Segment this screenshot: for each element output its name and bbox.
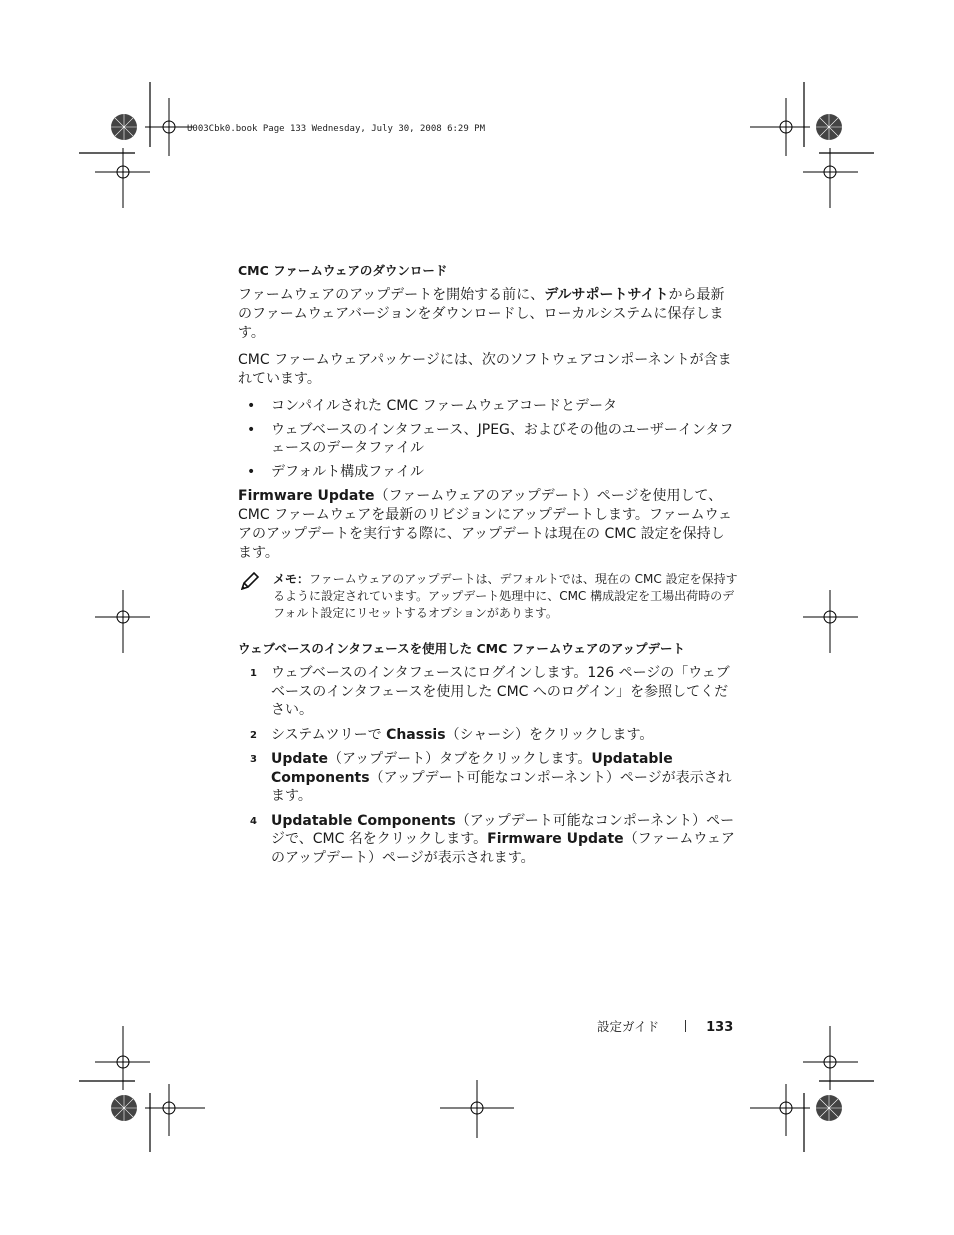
firmware-update-paragraph bbox=[238, 487, 738, 563]
intro-text-1: ファームウェアのアップデートを開始する前に、 bbox=[238, 287, 545, 303]
step-item bbox=[238, 726, 738, 745]
ui-term-chassis: Chassis bbox=[386, 726, 446, 743]
registration-mark bbox=[803, 148, 858, 208]
list-item bbox=[238, 463, 738, 481]
step-text: ウェブベースのインタフェースにログインします。126 ページの「ウェブベースのインタフェースを使用した CMC へのログイン」を参照してください。 bbox=[271, 665, 730, 718]
page-number: 133 bbox=[706, 1020, 734, 1035]
ui-term-update: Update bbox=[271, 751, 329, 767]
firmware-update-text: （ファームウェアのアップデート）ページを使用して、CMC ファームウェアを最新のリビジョンにアップデートします。ファームウェアのアップデートを実行する際に、アップデートは現在の CMC 設定を保持します。 bbox=[238, 488, 733, 561]
registration-mark bbox=[95, 148, 150, 208]
footer-divider bbox=[685, 1020, 686, 1032]
dell-support-site-link-text: デルサポートサイト bbox=[544, 287, 669, 303]
bullet-icon: • bbox=[247, 398, 256, 414]
print-header: U003Cbk0.book Page 133 Wednesday, July 30, 2008 6:29 PM bbox=[187, 124, 486, 134]
step-text: システムツリーで bbox=[271, 726, 387, 743]
intro-text-2: から最新のファームウェアバージョンをダウンロードし、ローカルシステムに保存します。 bbox=[238, 287, 725, 341]
registration-mark bbox=[750, 1084, 810, 1136]
step-number: 3 bbox=[250, 754, 257, 765]
list-item-text: デフォルト構成ファイル bbox=[271, 464, 425, 480]
step-text: （シャーシ）をクリックします。 bbox=[445, 726, 654, 743]
note-label: メモ： bbox=[273, 572, 310, 586]
registration-mark bbox=[440, 1080, 514, 1138]
page-footer bbox=[597, 1017, 733, 1035]
step-text: （アップデート可能なコンポーネント）ページが表示されます。 bbox=[271, 769, 732, 804]
step-text: （ファームウェアのアップデート）ページが表示されます。 bbox=[271, 831, 735, 866]
registration-mark bbox=[803, 590, 858, 653]
footer-section-label: 設定ガイド bbox=[597, 1019, 660, 1034]
ui-term-updatable-components: Updatable Components bbox=[271, 812, 456, 829]
ui-term-firmware-update: Firmware Update bbox=[487, 831, 624, 847]
step-number: 1 bbox=[250, 668, 257, 679]
procedure-steps bbox=[238, 664, 738, 867]
ui-term-updatable-components: Updatable Components bbox=[271, 751, 673, 786]
list-item bbox=[238, 421, 738, 457]
firmware-update-term: Firmware Update bbox=[238, 488, 375, 504]
step-text: （アップデート可能なコンポーネント）ページで、CMC 名をクリックします。 bbox=[271, 812, 735, 847]
step-text: （アップデート）タブをクリックします。 bbox=[328, 751, 592, 767]
section-heading-download: CMC ファームウェアのダウンロード bbox=[238, 263, 448, 278]
step-number: 2 bbox=[250, 729, 257, 741]
section-heading-web-update: ウェブベースのインタフェースを使用した CMC ファームウェアのアップデート bbox=[238, 641, 685, 656]
pencil-note-icon bbox=[241, 572, 261, 590]
step-item bbox=[238, 750, 738, 806]
list-item-text: コンパイルされた CMC ファームウェアコードとデータ bbox=[271, 398, 618, 414]
component-list bbox=[238, 397, 738, 481]
bullet-icon: • bbox=[247, 464, 256, 480]
registration-mark bbox=[145, 1084, 205, 1136]
bullet-icon: • bbox=[247, 422, 256, 438]
step-number: 4 bbox=[250, 815, 257, 827]
page-body bbox=[238, 262, 738, 873]
list-item-text: ウェブベースのインタフェース、JPEG、およびその他のユーザーインタフェースのデータファイル bbox=[271, 422, 734, 456]
note-box bbox=[238, 571, 738, 622]
registration-mark bbox=[95, 590, 150, 653]
registration-mark bbox=[145, 98, 193, 156]
intro-paragraph bbox=[238, 286, 738, 343]
step-item bbox=[238, 812, 738, 868]
note-text: ファームウェアのアップデートは、デフォルトでは、現在の CMC 設定を保持するように設定されています。アップデート処理中に、CMC 構成設定を工場出荷時のデフォルト設定にリセットするオプションがあります。 bbox=[273, 572, 738, 620]
registration-mark bbox=[750, 98, 810, 156]
step-item bbox=[238, 664, 738, 720]
list-item bbox=[238, 397, 738, 415]
package-paragraph: CMC ファームウェアパッケージには、次のソフトウェアコンポーネントが含まれています。 bbox=[238, 352, 732, 387]
